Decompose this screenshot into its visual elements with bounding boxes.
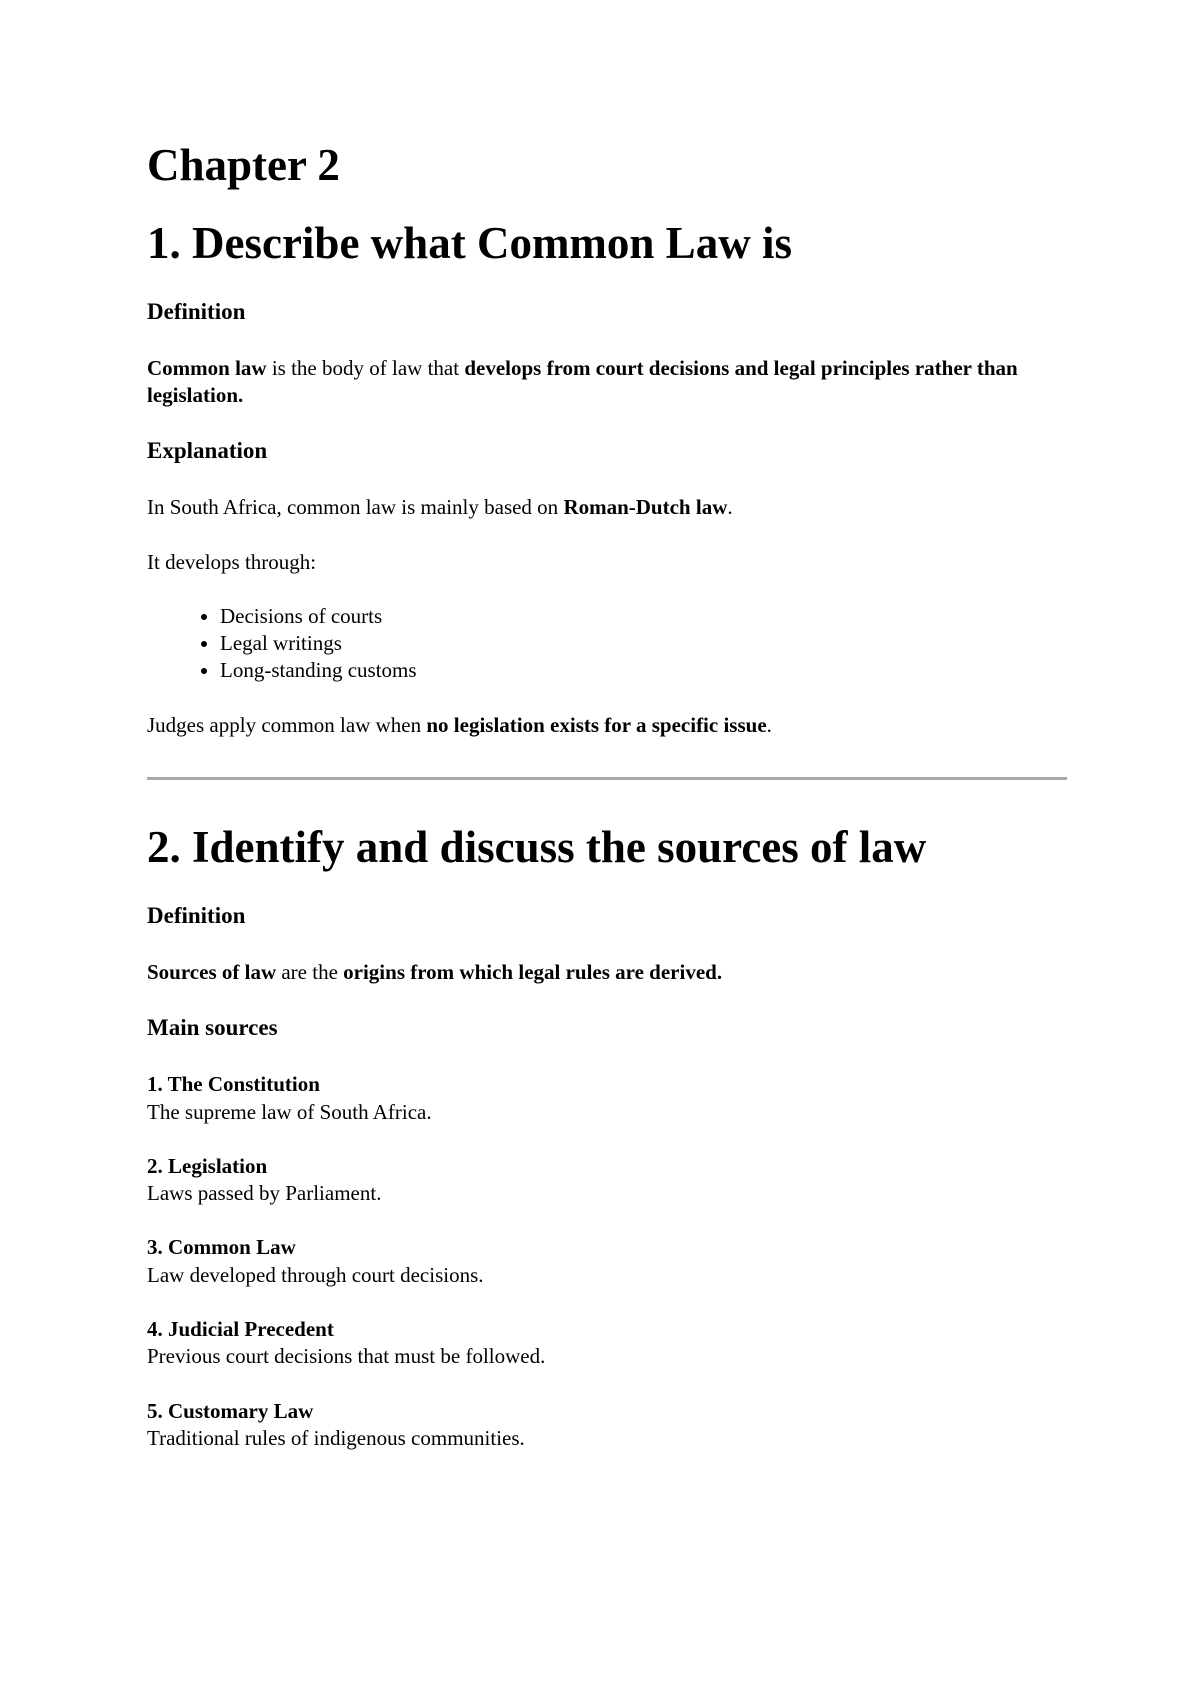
definition-text: are the [276,960,344,985]
section-heading: 1. Describe what Common Law is [147,217,792,268]
explanation-text: In South Africa, common law is mainly based on [147,495,564,520]
document-page [147,140,1067,1479]
source-description: Traditional rules of indigenous communities. [147,1425,525,1450]
list-item: • Long-standing customs [220,657,1067,684]
source-item [147,1398,1067,1453]
source-title: 4. Judicial Precedent [147,1317,334,1342]
list-item: • Decisions of courts [220,603,1067,630]
source-title: 1. The Constitution [147,1072,320,1097]
source-description: Laws passed by Parliament. [147,1181,382,1206]
source-title: 5. Customary Law [147,1398,314,1423]
definition-heading: Definition [147,902,246,928]
source-description: Law developed through court decisions. [147,1262,484,1287]
section-divider [147,777,1067,780]
chapter-title: Chapter 2 [147,140,340,190]
judges-end: . [766,712,772,737]
definition-heading: Definition [147,298,246,324]
section-sources-of-law [147,822,1067,1452]
definition-paragraph [147,355,1067,410]
explanation-emphasis: Roman-Dutch law [563,495,728,520]
main-sources-heading: Main sources [147,1014,278,1040]
section-heading: 2. Identify and discuss the sources of law [147,822,927,873]
judges-paragraph [147,712,1067,739]
develops-through-text: It develops through: [147,549,317,574]
source-description: Previous court decisions that must be followed. [147,1344,546,1369]
definition-text: is the body of law that [266,356,465,381]
explanation-heading: Explanation [147,437,268,463]
judges-text: Judges apply common law when [147,712,427,737]
definition-paragraph [147,959,1067,986]
bullet-list [147,603,1067,685]
definition-emphasis: origins from which legal rules are derived. [343,960,723,985]
explanation-end: . [727,495,733,520]
source-title: 2. Legislation [147,1153,268,1178]
source-item [147,1071,1067,1126]
source-description: The supreme law of South Africa. [147,1099,432,1124]
judges-emphasis: no legislation exists for a specific issue [426,712,767,737]
definition-term: Common law [147,356,267,381]
source-item [147,1153,1067,1208]
list-item: • Legal writings [220,630,1067,657]
explanation-paragraph [147,494,1067,521]
source-item [147,1316,1067,1371]
definition-emphasis: develops from court decisions and legal principles rather than legislation. [147,356,1018,408]
section-common-law [147,218,1067,739]
source-item [147,1234,1067,1289]
source-title: 3. Common Law [147,1235,296,1260]
definition-term: Sources of law [147,960,277,985]
